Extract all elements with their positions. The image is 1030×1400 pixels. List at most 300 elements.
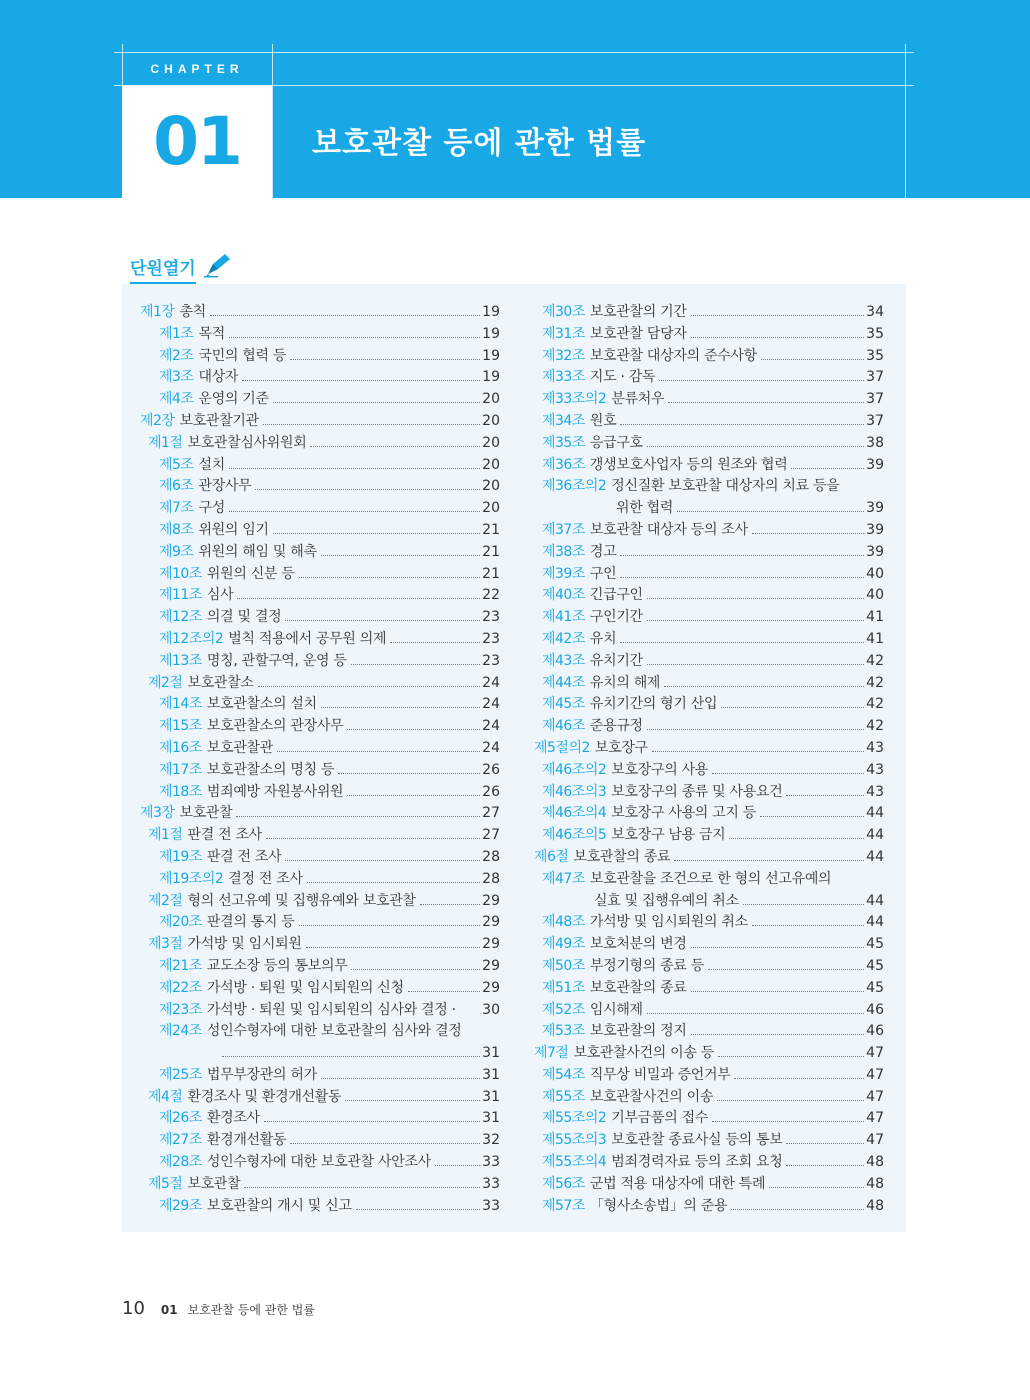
toc-entry-page: 29 [482, 957, 500, 974]
toc-entry[interactable] [140, 847, 500, 869]
toc-entry-title: 가석방 및 임시퇴원의 취소 [589, 914, 748, 931]
leader-dots [668, 402, 864, 403]
toc-entry-title: 국민의 협력 등 [198, 347, 287, 364]
toc-entry[interactable] [140, 389, 500, 411]
toc-entry-title: 위원의 임기 [198, 521, 269, 538]
toc-entry-page: 20 [482, 478, 500, 495]
toc-entry-page: 47 [866, 1045, 884, 1062]
toc-entry[interactable] [534, 694, 884, 716]
toc-entry[interactable] [534, 912, 884, 934]
toc-entry[interactable] [534, 1065, 884, 1087]
toc-entry-title: 유치의 해제 [589, 674, 661, 691]
toc-entry-title: 보호관찰관 [206, 739, 273, 756]
toc-entry[interactable] [534, 978, 884, 1000]
toc-entry-title: 보호관찰의 종료 [589, 979, 687, 996]
toc-entry-page: 26 [482, 761, 500, 778]
toc-entry-page: 20 [482, 412, 500, 429]
leader-dots [210, 315, 480, 316]
toc-entry[interactable] [534, 1130, 884, 1152]
toc-entry-title: 보호관찰심사위원회 [187, 434, 307, 451]
toc-entry-page: 45 [866, 979, 884, 996]
toc-entry-title: 분류처우 [611, 391, 665, 408]
toc-entry[interactable] [534, 803, 884, 825]
toc-entry[interactable] [140, 346, 500, 368]
toc-entry[interactable] [534, 782, 884, 804]
toc-entry-page: 43 [866, 783, 884, 800]
toc-entry-number: 제14조 [159, 696, 202, 713]
toc-entry-number: 제55조의4 [542, 1154, 607, 1171]
leader-dots [236, 816, 480, 817]
toc-entry[interactable] [534, 847, 884, 869]
toc-entry[interactable] [534, 455, 884, 477]
toc-entry[interactable] [140, 760, 500, 782]
toc-entry[interactable] [140, 1108, 500, 1130]
toc-entry-title: 보호관찰 종료사실 등의 통보 [611, 1132, 783, 1149]
toc-entry-title: 범죄경력자료 등의 조회 요청 [611, 1154, 783, 1171]
leader-dots [708, 969, 864, 970]
toc-entry[interactable] [140, 891, 500, 913]
toc-entry-title: 관장사무 [198, 478, 252, 495]
toc-entry-title: 형의 선고유예 및 집행유예와 보호관찰 [187, 892, 416, 909]
toc-entry-page: 43 [866, 739, 884, 756]
toc-entry-page: 37 [866, 369, 884, 386]
toc-entry-title: 운영의 기준 [198, 391, 269, 408]
toc-entry-title: 가석방 · 퇴원 및 임시퇴원의 신청 [206, 979, 404, 996]
toc-entry-number: 제19조의2 [159, 870, 224, 887]
toc-entry-page: 40 [866, 587, 884, 604]
toc-entry-title: 구인 [589, 565, 617, 582]
toc-entry[interactable] [140, 673, 500, 695]
toc-entry[interactable] [534, 956, 884, 978]
toc-entry[interactable] [534, 564, 884, 586]
toc-entry[interactable] [140, 302, 500, 324]
leader-dots [242, 380, 480, 381]
leader-dots [721, 707, 864, 708]
toc-entry-title: 가석방 및 임시퇴원 [187, 936, 302, 953]
toc-entry-page: 27 [482, 805, 500, 822]
toc-entry-number: 제1절 [148, 827, 183, 844]
toc-entry[interactable] [140, 433, 500, 455]
toc-entry-page: 42 [866, 718, 884, 735]
toc-entry-title: 보호관찰 대상자 등의 조사 [589, 521, 748, 538]
toc-entry-title: 대상자 [198, 369, 239, 386]
toc-entry[interactable] [534, 476, 884, 498]
leader-dots [647, 446, 864, 447]
leader-dots [321, 555, 480, 556]
toc-entry-number: 제13조 [159, 652, 202, 669]
leader-dots [266, 838, 480, 839]
toc-entry[interactable] [534, 651, 884, 673]
toc-entry[interactable] [534, 520, 884, 542]
toc-entry[interactable] [534, 716, 884, 738]
toc-entry-title: 보호관찰의 개시 및 신고 [206, 1197, 352, 1214]
chapter-label: CHAPTER [150, 62, 244, 76]
toc-entry-number: 제21조 [159, 957, 202, 974]
toc-entry-title: 기부금품의 접수 [611, 1110, 709, 1127]
toc-entry[interactable] [140, 1021, 500, 1043]
toc-entry-number: 제43조 [542, 652, 585, 669]
toc-entry[interactable] [534, 389, 884, 411]
toc-entry[interactable] [140, 1000, 500, 1022]
leader-dots [258, 686, 481, 687]
toc-entry-number: 제28조 [159, 1154, 202, 1171]
toc-entry-page: 45 [866, 936, 884, 953]
leader-dots [420, 904, 481, 905]
toc-entry-page: 47 [866, 1110, 884, 1127]
toc-entry-title: 긴급구인 [589, 587, 643, 604]
toc-entry-page: 44 [866, 848, 884, 865]
toc-entry-title: 보호장구 사용의 고지 등 [611, 805, 756, 822]
toc-entry-page: 29 [482, 936, 500, 953]
toc-entry-number: 제35조 [542, 434, 585, 451]
toc-entry[interactable] [140, 825, 500, 847]
toc-entry[interactable] [534, 411, 884, 433]
toc-entry-page: 44 [866, 827, 884, 844]
toc-entry-number: 제7절 [534, 1045, 569, 1062]
leader-dots [299, 577, 481, 578]
toc-entry[interactable] [140, 912, 500, 934]
toc-entry-page: 39 [866, 500, 884, 517]
toc-entry-number: 제46조 [542, 718, 585, 735]
toc-entry-title: 명칭, 관할구역, 운영 등 [206, 652, 347, 669]
toc-entry-title: 유치기간 [589, 652, 643, 669]
toc-entry-title: 유치기간의 형기 산입 [589, 696, 718, 713]
toc-entry-page: 27 [482, 827, 500, 844]
toc-entry[interactable] [534, 869, 884, 891]
leader-dots [229, 511, 480, 512]
toc-entry-page: 31 [482, 1110, 500, 1127]
toc-entry[interactable] [534, 542, 884, 564]
toc-entry-page: 24 [482, 739, 500, 756]
toc-entry-page: 45 [866, 957, 884, 974]
leader-dots [277, 751, 480, 752]
toc-entry-number: 제47조 [542, 870, 585, 887]
leader-dots [408, 991, 480, 992]
toc-entry[interactable] [140, 585, 500, 607]
leader-dots [647, 664, 864, 665]
toc-entry-page: 44 [866, 892, 884, 909]
toc-entry[interactable] [140, 694, 500, 716]
leader-dots [752, 533, 864, 534]
toc-entry-number: 제36조 [542, 456, 585, 473]
toc-entry[interactable] [140, 564, 500, 586]
toc-entry-number: 제11조 [159, 587, 202, 604]
toc-entry[interactable] [140, 498, 500, 520]
toc-entry-page: 40 [866, 565, 884, 582]
toc-entry-title: 보호관찰소의 관장사무 [206, 718, 344, 735]
toc-entry-page: 42 [866, 696, 884, 713]
toc-entry[interactable] [140, 629, 500, 651]
toc-entry-page: 33 [482, 1154, 500, 1171]
toc-entry[interactable] [534, 1152, 884, 1174]
toc-entry-page: 38 [866, 434, 884, 451]
toc-entry-number: 제46조의2 [542, 761, 607, 778]
toc-entry-title: 지도 · 감독 [589, 369, 656, 386]
toc-entry-page: 44 [866, 805, 884, 822]
leader-dots [321, 1078, 480, 1079]
toc-entry-page: 33 [482, 1175, 500, 1192]
toc-entry[interactable] [534, 346, 884, 368]
page-footer [122, 1298, 315, 1319]
toc-entry-page: 20 [482, 434, 500, 451]
toc-entry[interactable] [534, 1174, 884, 1196]
toc-entry[interactable] [534, 673, 884, 695]
toc-entry-page: 28 [482, 848, 500, 865]
toc-entry[interactable] [140, 869, 500, 891]
toc-entry-number: 제40조 [542, 587, 585, 604]
toc-entry-page: 47 [866, 1132, 884, 1149]
toc-entry[interactable] [140, 607, 500, 629]
toc-entry[interactable] [140, 1087, 500, 1109]
toc-entry[interactable] [140, 738, 500, 760]
toc-entry[interactable] [534, 629, 884, 651]
toc-entry-number: 제54조 [542, 1066, 585, 1083]
toc-entry-title: 성인수형자에 대한 보호관찰의 심사와 결정 [206, 1023, 462, 1040]
toc-entry[interactable] [140, 324, 500, 346]
toc-entry-number: 제30조 [542, 304, 585, 320]
toc-entry-title: 보호관찰사건의 이송 등 [573, 1045, 715, 1062]
toc-entry-page: 31 [482, 1088, 500, 1105]
toc-entry-number: 제22조 [159, 979, 202, 996]
toc-entry-page: 19 [482, 304, 500, 320]
leader-dots [647, 729, 864, 730]
leader-dots [620, 642, 864, 643]
toc-entry-page: 26 [482, 783, 500, 800]
leader-dots [731, 1209, 864, 1210]
toc-entry-title: 구성 [198, 500, 225, 517]
toc-entry-page: 23 [482, 630, 500, 647]
toc-entry[interactable] [534, 1087, 884, 1109]
toc-entry-title: 법무부장관의 허가 [206, 1066, 317, 1083]
toc-entry-page: 41 [866, 609, 884, 626]
toc-entry-page: 24 [482, 718, 500, 735]
toc-entry[interactable] [140, 716, 500, 738]
toc-entry-number: 제39조 [542, 565, 585, 582]
toc-entry-title: 보호장구 남용 금지 [611, 827, 726, 844]
toc-entry-page: 47 [866, 1066, 884, 1083]
toc-entry[interactable] [534, 738, 884, 760]
toc-entry-title: 총칙 [179, 304, 206, 320]
leader-dots [652, 751, 864, 752]
toc-entry-page: 34 [866, 304, 884, 320]
toc-entry-number: 제25조 [159, 1066, 202, 1083]
toc-entry-page: 22 [482, 587, 500, 604]
toc-entry[interactable] [534, 433, 884, 455]
leader-dots [691, 991, 865, 992]
toc-entry[interactable] [140, 476, 500, 498]
toc-entry-number: 제7조 [159, 500, 194, 517]
toc-entry[interactable] [140, 411, 500, 433]
toc-entry[interactable] [140, 367, 500, 389]
toc-entry-title: 원호 [589, 412, 617, 429]
leader-dots [691, 1034, 865, 1035]
toc-entry-number: 제26조 [159, 1110, 202, 1127]
toc-entry[interactable] [140, 934, 500, 956]
toc-entry-number: 제1조 [159, 325, 194, 342]
leader-dots [791, 468, 864, 469]
toc-entry-title: 보호관찰의 정지 [589, 1023, 687, 1040]
leader-dots [691, 947, 865, 948]
toc-entry-number: 제17조 [159, 761, 202, 778]
leader-dots [786, 1143, 864, 1144]
toc-entry-page: 21 [482, 521, 500, 538]
toc-entry-title: 준용규정 [589, 718, 643, 735]
banner-guide-line [272, 44, 273, 198]
toc-entry-number: 제55조 [542, 1088, 585, 1105]
toc-entry[interactable] [140, 1065, 500, 1087]
toc-entry-title: 직무상 비밀과 증언거부 [589, 1066, 731, 1083]
toc-entry-number: 제36조의2 [542, 478, 607, 495]
toc-entry-continuation [534, 498, 884, 520]
leader-dots [290, 1143, 480, 1144]
toc-entry[interactable] [534, 825, 884, 847]
toc-entry-number: 제3장 [140, 805, 175, 822]
toc-entry-title: 판결 전 조사 [206, 848, 282, 865]
leader-dots [435, 1165, 480, 1166]
toc-entry-title: 「형사소송법」의 준용 [589, 1197, 728, 1214]
toc-entry-title: 교도소장 등의 통보의무 [206, 957, 348, 974]
toc-entry-title: 보호관찰 대상자의 준수사항 [589, 347, 757, 364]
toc-entry-title-continued: 실효 및 집행유예의 취소 [594, 892, 739, 909]
toc-entry[interactable] [140, 455, 500, 477]
toc-entry-title: 보호장구의 사용 [611, 761, 709, 778]
toc-entry-number: 제5절 [148, 1175, 183, 1192]
toc-entry-title: 보호장구의 종류 및 사용요건 [611, 783, 783, 800]
pencil-icon [204, 252, 232, 278]
toc-entry[interactable] [140, 1152, 500, 1174]
leader-dots [691, 337, 865, 338]
toc-entry-page: 48 [866, 1197, 884, 1214]
toc-entry-number: 제42조 [542, 630, 585, 647]
leader-dots [664, 686, 864, 687]
leader-dots [310, 446, 480, 447]
toc-entry-title: 보호관찰의 기간 [589, 304, 687, 320]
leader-dots [674, 860, 864, 861]
toc-entry[interactable] [534, 585, 884, 607]
toc-entry[interactable] [140, 782, 500, 804]
toc-entry-number: 제29조 [159, 1197, 202, 1214]
toc-entry-page: 46 [866, 1001, 884, 1018]
toc-entry-page: 44 [866, 914, 884, 931]
toc-entry[interactable] [534, 934, 884, 956]
toc-entry[interactable] [140, 978, 500, 1000]
toc-entry-title: 응급구호 [589, 434, 643, 451]
toc-entry-number: 제5조 [159, 456, 194, 473]
toc-entry-title: 보호관찰소의 명칭 등 [206, 761, 335, 778]
toc-entry-page: 46 [866, 1023, 884, 1040]
toc-entry[interactable] [534, 367, 884, 389]
toc-entry-number: 제44조 [542, 674, 585, 691]
leader-dots [717, 1100, 864, 1101]
toc-entry[interactable] [140, 1196, 500, 1218]
toc-entry-number: 제5절의2 [534, 739, 590, 756]
toc-entry-number: 제55조의2 [542, 1110, 607, 1127]
chapter-title: 보호관찰 등에 관한 법률 [312, 126, 647, 161]
leader-dots [299, 925, 481, 926]
toc-entry-title: 정신질환 보호관찰 대상자의 치료 등을 [611, 478, 840, 495]
toc-entry[interactable] [140, 542, 500, 564]
leader-dots [285, 860, 480, 861]
toc-entry-number: 제33조의2 [542, 391, 607, 408]
toc-entry[interactable] [534, 1108, 884, 1130]
toc-entry-number: 제48조 [542, 914, 585, 931]
toc-entry-number: 제2절 [148, 892, 183, 909]
leader-dots [290, 359, 480, 360]
toc-entry-number: 제27조 [159, 1132, 202, 1149]
leader-dots [285, 620, 480, 621]
leader-dots [647, 1013, 864, 1014]
toc-entry-page: 29 [482, 914, 500, 931]
toc-entry-page: 29 [482, 979, 500, 996]
toc-entry-number: 제2장 [140, 412, 175, 429]
leader-dots [647, 598, 864, 599]
footer-page-number: 10 [122, 1298, 145, 1319]
toc-entry-page: 42 [866, 652, 884, 669]
toc-entry-number: 제57조 [542, 1197, 585, 1214]
leader-dots [263, 424, 480, 425]
leader-dots [338, 773, 480, 774]
toc-entry-number: 제52조 [542, 1001, 585, 1018]
leader-dots [786, 1165, 864, 1166]
leader-dots [307, 882, 480, 883]
toc-entry[interactable] [140, 651, 500, 673]
leader-dots [321, 707, 480, 708]
toc-entry-title: 의결 및 결정 [206, 609, 282, 626]
toc-entry[interactable] [534, 302, 884, 324]
toc-entry-page: 39 [866, 521, 884, 538]
toc-entry-page: 19 [482, 369, 500, 386]
toc-entry-title: 성인수형자에 대한 보호관찰 사안조사 [206, 1154, 431, 1171]
toc-entry[interactable] [534, 607, 884, 629]
toc-entry[interactable] [534, 1000, 884, 1022]
toc-entry-title: 벌칙 적용에서 공무원 의제 [228, 630, 387, 647]
leader-dots [734, 1078, 864, 1079]
toc-entry-number: 제3절 [148, 936, 183, 953]
leader-dots [264, 1121, 480, 1122]
toc-entry[interactable] [140, 956, 500, 978]
toc-entry-page: 32 [482, 1132, 500, 1149]
leader-dots [229, 468, 480, 469]
leader-dots [237, 598, 480, 599]
leader-dots [712, 773, 864, 774]
toc-entry-title: 결정 전 조사 [228, 870, 303, 887]
leader-dots [273, 533, 480, 534]
toc-entry-title: 군법 적용 대상자에 대한 특례 [589, 1175, 766, 1192]
toc-entry[interactable] [534, 1021, 884, 1043]
toc-entry-page: 31 [482, 1066, 500, 1083]
toc-entry-number: 제56조 [542, 1175, 585, 1192]
toc-entry-number: 제20조 [159, 914, 202, 931]
toc-entry-number: 제12조의2 [159, 630, 224, 647]
toc-entry[interactable] [140, 803, 500, 825]
toc-entry[interactable] [534, 324, 884, 346]
toc-entry-number: 제31조 [542, 325, 585, 342]
leader-dots [659, 380, 864, 381]
toc-entry-page: 20 [482, 500, 500, 517]
toc-entry[interactable] [140, 1130, 500, 1152]
toc-entry-number: 제19조 [159, 848, 202, 865]
toc-entry[interactable] [534, 760, 884, 782]
toc-entry[interactable] [140, 520, 500, 542]
toc-entry-page: 37 [866, 391, 884, 408]
toc-entry[interactable] [140, 1174, 500, 1196]
toc-entry[interactable] [534, 1196, 884, 1218]
toc-entry-page: 28 [482, 870, 500, 887]
toc-entry-title: 보호관찰사건의 이송 [589, 1088, 714, 1105]
toc-entry-title: 유치 [589, 630, 617, 647]
toc-entry-number: 제12조 [159, 609, 202, 626]
toc-entry[interactable] [534, 1043, 884, 1065]
